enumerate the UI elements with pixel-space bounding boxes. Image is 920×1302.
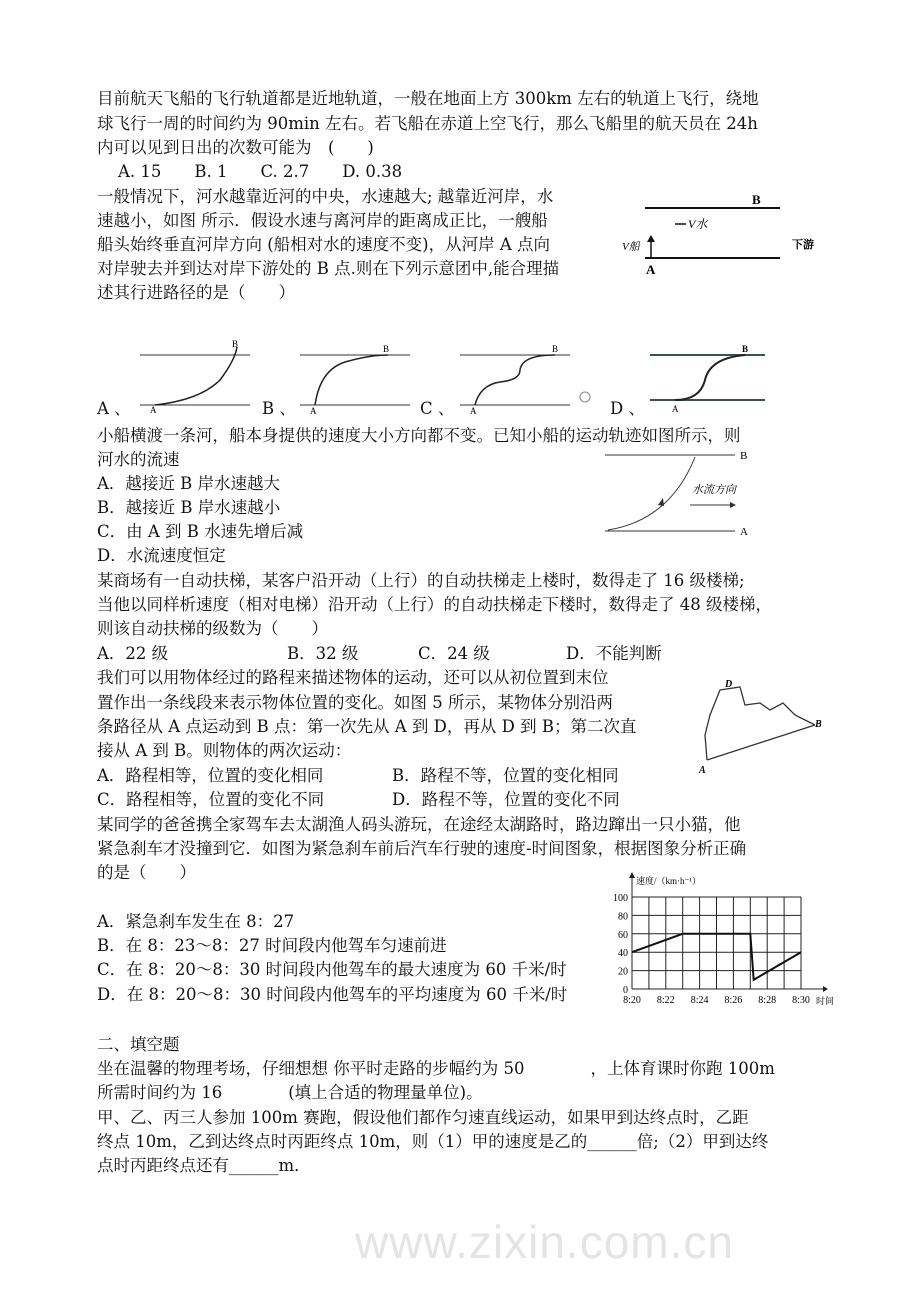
label-a: A <box>699 765 706 775</box>
q6-text: 紧急刹车才没撞到它．如图为紧急刹车前后汽车行驶的速度-时间图象，根据图象分析正确 <box>97 839 747 858</box>
label-b: B <box>552 344 559 354</box>
boat-trajectory-figure <box>600 445 760 540</box>
label-b: B <box>383 344 390 354</box>
option-b-label: B 、 <box>262 399 296 418</box>
label-a: A <box>150 405 157 415</box>
river-diagram <box>620 190 830 280</box>
q3-option: C．由 A 到 B 水速先增后减 <box>97 522 304 541</box>
label-b: B <box>740 450 748 462</box>
q8-text: 终点 10m，乙到达终点时丙距终点 10m，则（1）甲的速度是乙的______倍;（2）甲到达终 <box>97 1132 769 1151</box>
q1-text: 球飞行一周的时间约为 90min 左右。若飞船在赤道上空飞行，那么飞船里的航天员在 24h <box>97 114 758 133</box>
y-axis-label: 速度/（km·h⁻¹） <box>636 876 701 886</box>
label-b: B <box>742 344 749 354</box>
label-downstream: 下游 <box>792 239 814 251</box>
x-tick-label: 8:20 <box>623 995 641 1006</box>
q6-text: 某同学的爸爸携全家驾车去太湖渔人码头游玩，在途经太湖路时，路边蹿出一只小猫，他 <box>97 815 741 834</box>
path-option-c <box>460 340 600 415</box>
q4-text: 某商场有一自动扶梯，某客户沿开动（上行）的自动扶梯走上楼时，数得走了 16 级楼梯; <box>97 571 745 590</box>
label-a: A <box>740 526 748 538</box>
path-option-d <box>650 340 790 415</box>
label-b: B <box>815 719 822 730</box>
x-tick-label: 8:24 <box>690 995 709 1006</box>
q1-options: A. 15 B. 1 C. 2.7 D. 0.38 <box>118 162 403 181</box>
data-point <box>632 952 633 953</box>
option-d-label: D 、 <box>610 399 645 418</box>
q6-option: C．在 8：20～8：30 时间段内他驾车的最大速度为 60 千米/时 <box>97 960 567 979</box>
label-a: A <box>310 406 317 415</box>
q4-option: D．不能判断 <box>566 644 662 663</box>
q5-text: 条路径从 A 点运动到 B 点：第一次先从 A 到 D，再从 D 到 B；第二次直 <box>97 717 637 736</box>
label-flow: 水流方向 <box>692 484 736 496</box>
q3-option: A．越接近 B 岸水速越大 <box>97 474 281 493</box>
y-axis-arrow <box>629 872 635 878</box>
q2-text: 速越小，如图 所示．假设水速与离河岸的距离成正比，一艘船 <box>97 211 548 230</box>
q5-option: B．路程不等，位置的变化相同 <box>392 766 619 785</box>
q3-option: D．水流速度恒定 <box>97 546 226 565</box>
q5-text: 置作出一条线段来表示物体位置的变化。如图 5 所示，某物体分别沿两 <box>97 693 613 712</box>
q4-text: 当他以同样析速度（相对电梯）沿开动（上行）的自动扶梯走下楼时，数得走了 48 级楼梯， <box>97 595 772 614</box>
y-tick-label: 40 <box>618 948 628 960</box>
q2-text: 船头始终垂直河岸方向 (船相对水的速度不变)，从河岸 A 点向 <box>97 235 551 254</box>
x-tick-label: 8:30 <box>792 995 810 1006</box>
y-tick-label: 60 <box>618 929 628 941</box>
q1-text: 目前航天飞船的飞行轨道都是近地轨道，一般在地面上方 300km 左右的轨道上飞行，绕地 <box>97 89 759 108</box>
label-a: A <box>470 406 477 415</box>
q5-text: 我们可以用物体经过的路程来描述物体的运动，还可以从初位置到末位 <box>97 668 609 687</box>
data-point <box>801 952 802 953</box>
q2-text: 一般情况下，河水越靠近河的中央，水速越大; 越靠近河岸，水 <box>97 187 554 206</box>
y-tick-label: 100 <box>613 893 628 904</box>
section-title: 二、填空题 <box>97 1035 180 1054</box>
q6-option: D．在 8：20～8：30 时间段内他驾车的平均速度为 60 千米/时 <box>97 985 568 1004</box>
x-tick-label: 8:22 <box>656 995 675 1006</box>
q5-text: 接从 A 到 B。则物体的两次运动： <box>97 741 352 760</box>
x-axis-arrow <box>823 986 828 992</box>
q4-option: C．24 级 <box>418 644 490 663</box>
q7-text: 所需时间约为 16 (填上合适的物理量单位)。 <box>97 1083 483 1102</box>
q5-option: C．路程相等，位置的变化不同 <box>97 790 325 809</box>
q4-option: A．22 级 <box>97 644 169 663</box>
q5-option: D．路程不等，位置的变化不同 <box>392 790 620 809</box>
data-point <box>750 933 751 934</box>
q1-text: 内可以见到日出的次数可能为 ( ) <box>97 138 374 157</box>
option-c-label: C 、 <box>420 399 455 418</box>
q7-text: 坐在温馨的物理考场，仔细想想 你平时走路的步幅约为 50 ，上体育课时你跑 100m <box>97 1059 775 1078</box>
path-figure <box>695 675 830 775</box>
x-tick-label: 8:26 <box>724 995 743 1006</box>
watermark: www.zixin.com.cn <box>355 1216 734 1268</box>
label-d: D <box>725 679 733 690</box>
q3-text: 河水的流速 <box>97 450 180 469</box>
path-option-a <box>140 335 260 415</box>
path-option-b <box>300 340 420 415</box>
data-point <box>753 979 754 980</box>
label-v-boat: V船 <box>622 241 640 253</box>
label-a: A <box>672 404 679 414</box>
q8-text: 点时丙距终点还有______m． <box>97 1156 311 1175</box>
q2-text: 对岸驶去并到达对岸下游处的 B 点.则在下列示意团中,能合理描 <box>97 259 560 278</box>
label-v-water: V水 <box>688 217 708 231</box>
option-a-label: A 、 <box>97 399 131 418</box>
q4-option: B．32 级 <box>287 644 359 663</box>
q8-text: 甲、乙、丙三人参加 100m 赛跑，假设他们都作匀速直线运动，如果甲到达终点时，乙距 <box>97 1108 749 1127</box>
q3-option: B．越接近 B 岸水速越小 <box>97 498 281 517</box>
q6-option: A．紧急刹车发生在 8：27 <box>97 912 295 931</box>
q3-text: 小船横渡一条河，船本身提供的速度大小方向都不变。已知小船的运动轨迹如图所示，则 <box>97 426 741 445</box>
x-axis-label: 时间 <box>816 996 835 1006</box>
label-b: B <box>752 192 761 207</box>
q6-text: 的是（ ） <box>97 863 196 882</box>
speed-time-chart <box>600 862 840 1012</box>
q2-text: 述其行进路径的是（ ） <box>97 283 295 302</box>
label-a: A <box>646 262 656 277</box>
label-b: B <box>232 339 239 349</box>
q6-option: B．在 8：23～8：27 时间段内他驾车匀速前进 <box>97 936 447 955</box>
data-point <box>682 933 683 934</box>
q5-option: A．路程相等，位置的变化相同 <box>97 766 324 785</box>
y-tick-label: 0 <box>623 985 628 996</box>
q4-text: 则该自动扶梯的级数为（ ） <box>97 619 328 638</box>
y-tick-label: 80 <box>618 911 628 923</box>
x-tick-label: 8:28 <box>758 995 777 1006</box>
y-tick-label: 20 <box>618 966 628 978</box>
